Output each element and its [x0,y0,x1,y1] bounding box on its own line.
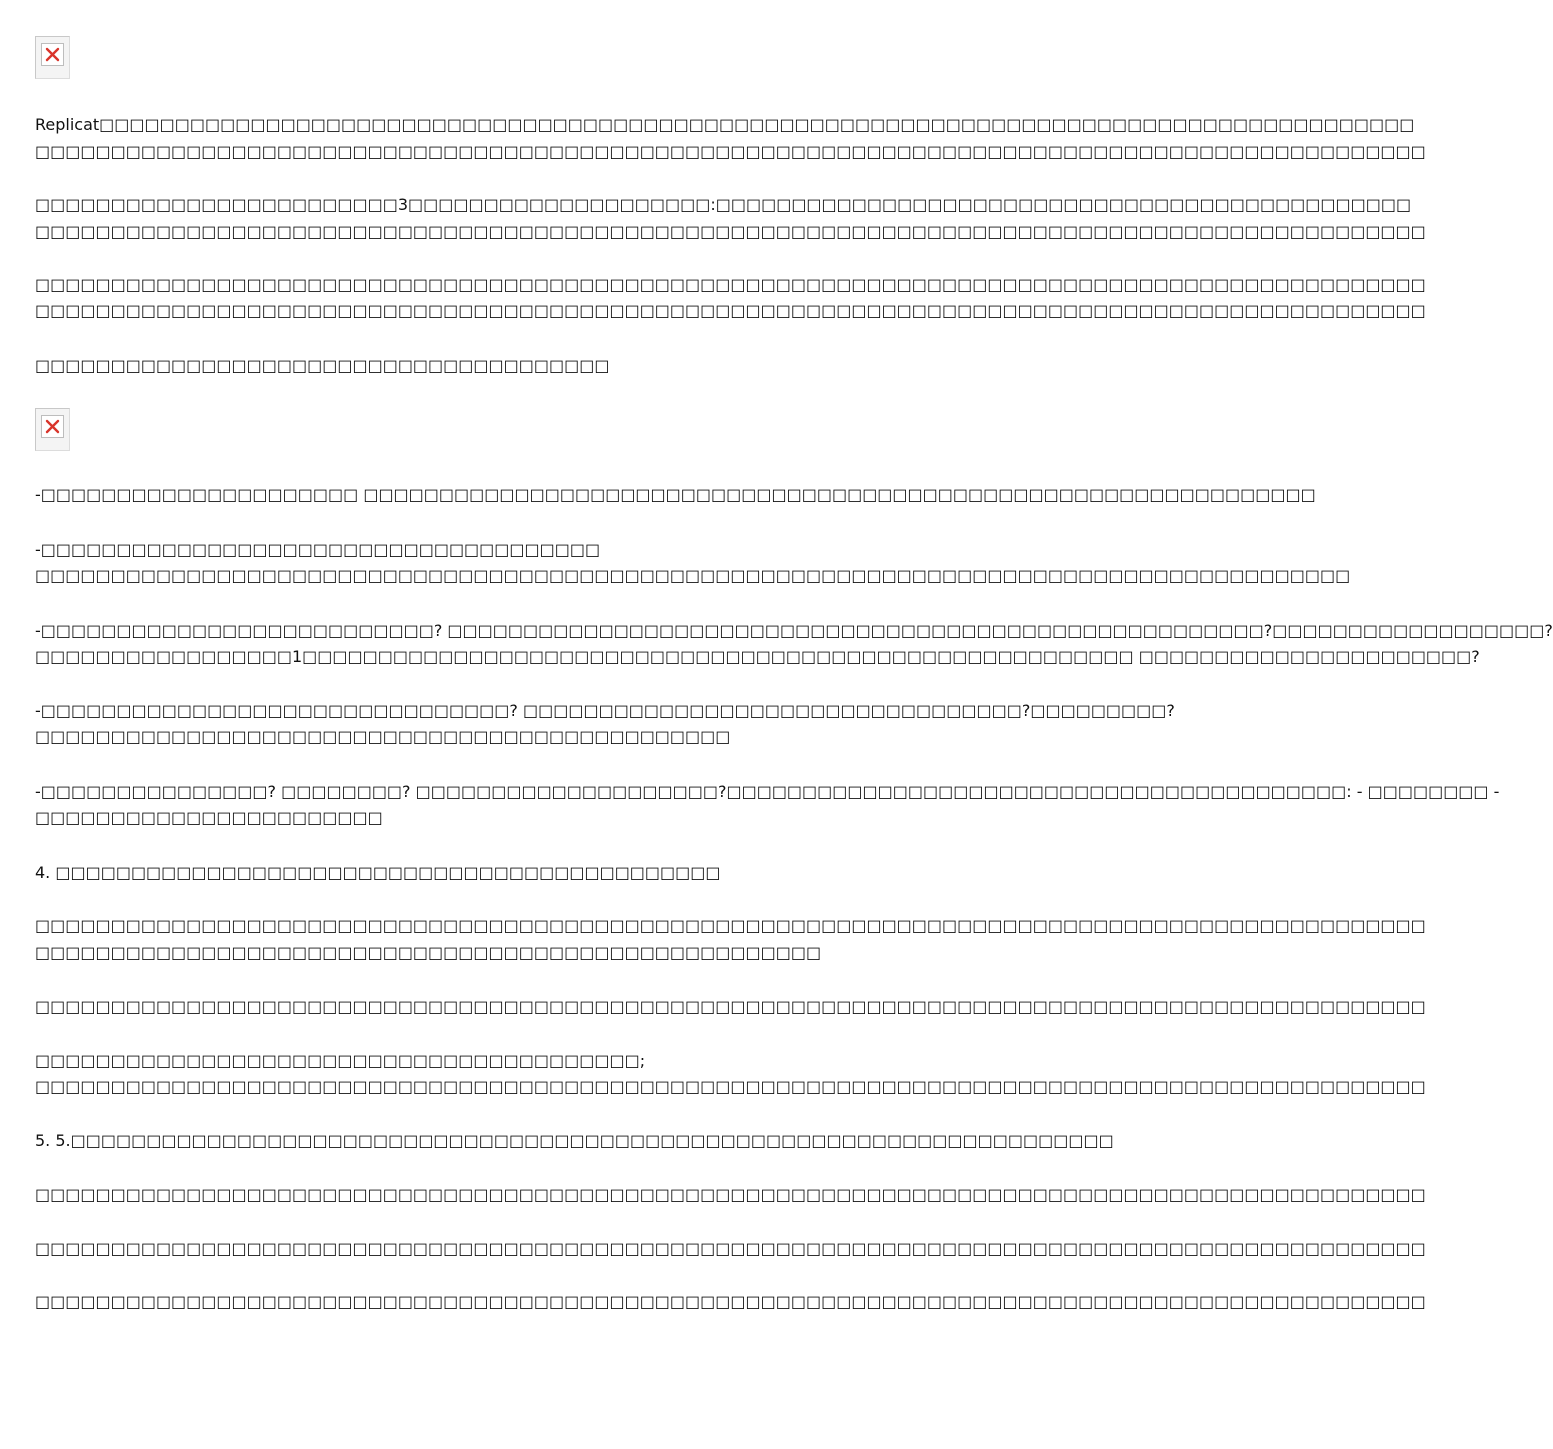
text-line: Replicat□□□□□□□□□□□□□□□□□□□□□□□□□□□□□□□□□□□□□□□□□□□□□□□□□□□□□□□□□□□□□□□□□□□□□□□□□□□□□□□□□□□□□□□ [35,115,1415,134]
text-line: □□□□□□□□□□□□□□□□□□□□□□□□□□□□□□□□□□□□□□□□□□□□□□ [35,727,731,746]
text-line: □□□□□□□□□□□□□□□□□□□□□□□□□□□□□□□□□□□□□□□□□□□□□□□□□□□□□□□□□□□□□□□□□□□□□□□□□□□□□□□□□□□□□□□□□□□□ [35,142,1426,161]
broken-image-icon [41,43,64,66]
text-line: -□□□□□□□□□□□□□□□□□□□□□□□□□□□□□□□□□□□□□ [35,540,601,559]
broken-image-icon [41,415,64,438]
document-page [35,0,1553,1449]
text-line: □□□□□□□□□□□□□□□□□□□□□□□□□□□□□□□□□□□□□□□□□□□□□□□□□□□□□□□□□□□□□□□□□□□□□□□□□□□□□□□□□□□□□□□□□□□□ [35,1077,1426,1096]
text-line: □□□□□□□□□□□□□□□□□□□□□□□□□□□□□□□□□□□□□□□□□□□□□□□□□□□□ [35,943,822,962]
broken-image-placeholder [35,36,70,79]
text-line: □□□□□□□□□□□□□□□□□□□□□□□□□□□□□□□□□□□□□□□□□□□□□□□□□□□□□□□□□□□□□□□□□□□□□□□□□□□□□□□□□□□□□□□□□□□□ [35,301,1426,320]
text-line: □□□□□□□□□□□□□□□□□□□□□□□□□□□□□□□□□□□□□□□□□□□□□□□□□□□□□□□□□□□□□□□□□□□□□□□□□□□□□□□□□□□□□□□ [35,566,1351,585]
section-heading: 5. 5.□□□□□□□□□□□□□□□□□□□□□□□□□□□□□□□□□□□□□□□□□□□□□□□□□□□□□□□□□□□□□□□□□□□□□ [35,1131,1114,1150]
text-line: □□□□□□□□□□□□□□□□□1□□□□□□□□□□□□□□□□□□□□□□□□□□□□□□□□□□□□□□□□□□□□□□□□□□□□□□□ □□□□□□□□□□□□□□□□□□□□□□? [35,647,1480,666]
text-line: □□□□□□□□□□□□□□□□□□□□□□□□□□□□□□□□□□□□□□□□□□□□□□□□□□□□□□□□□□□□□□□□□□□□□□□□□□□□□□□□□□□□□□□□□□□□ [35,1292,1426,1311]
section-heading: 4. □□□□□□□□□□□□□□□□□□□□□□□□□□□□□□□□□□□□□□□□□□□□ [35,863,721,882]
text-line: □□□□□□□□□□□□□□□□□□□□□□□□3□□□□□□□□□□□□□□□□□□□□:□□□□□□□□□□□□□□□□□□□□□□□□□□□□□□□□□□□□□□□□□□□□□□ [35,195,1412,214]
text-line: □□□□□□□□□□□□□□□□□□□□□□□□□□□□□□□□□□□□□□□□□□□□□□□□□□□□□□□□□□□□□□□□□□□□□□□□□□□□□□□□□□□□□□□□□□□□ [35,997,1426,1016]
text-line: □□□□□□□□□□□□□□□□□□□□□□□□□□□□□□□□□□□□□□□□□□□□□□□□□□□□□□□□□□□□□□□□□□□□□□□□□□□□□□□□□□□□□□□□□□□□ [35,916,1426,935]
text-line: □□□□□□□□□□□□□□□□□□□□□□□□□□□□□□□□□□□□□□□□; [35,1051,646,1070]
broken-image-placeholder [35,408,70,451]
text-line: □□□□□□□□□□□□□□□□□□□□□□□□□□□□□□□□□□□□□□□□□□□□□□□□□□□□□□□□□□□□□□□□□□□□□□□□□□□□□□□□□□□□□□□□□□□□ [35,1185,1426,1204]
text-line: □□□□□□□□□□□□□□□□□□□□□□□□□□□□□□□□□□□□□□□□□□□□□□□□□□□□□□□□□□□□□□□□□□□□□□□□□□□□□□□□□□□□□□□□□□□□ [35,1239,1426,1258]
text-line: □□□□□□□□□□□□□□□□□□□□□□□□□□□□□□□□□□□□□□ [35,356,610,375]
text-line: □□□□□□□□□□□□□□□□□□□□□□□□□□□□□□□□□□□□□□□□□□□□□□□□□□□□□□□□□□□□□□□□□□□□□□□□□□□□□□□□□□□□□□□□□□□□ [35,222,1426,241]
text-line: -□□□□□□□□□□□□□□□□□□□□□□□□□□? □□□□□□□□□□□□□□□□□□□□□□□□□□□□□□□□□□□□□□□□□□□□□□□□□□□□□□?□□□□□□□□□□□□□□□□□□? [35,621,1553,640]
text-line: -□□□□□□□□□□□□□□□□□□□□□□□□□□□□□□□? □□□□□□□□□□□□□□□□□□□□□□□□□□□□□□□□□?□□□□□□□□□? [35,701,1175,720]
text-line: -□□□□□□□□□□□□□□□? □□□□□□□□? □□□□□□□□□□□□□□□□□□□□?□□□□□□□□□□□□□□□□□□□□□□□□□□□□□□□□□□□□□□□□□: - □□□□□□□□ - [35,782,1500,801]
text-line: □□□□□□□□□□□□□□□□□□□□□□□□□□□□□□□□□□□□□□□□□□□□□□□□□□□□□□□□□□□□□□□□□□□□□□□□□□□□□□□□□□□□□□□□□□□□ [35,275,1426,294]
text-line: □□□□□□□□□□□□□□□□□□□□□□□ [35,808,383,827]
text-line: -□□□□□□□□□□□□□□□□□□□□□ □□□□□□□□□□□□□□□□□□□□□□□□□□□□□□□□□□□□□□□□□□□□□□□□□□□□□□□□□□□□□□□ [35,485,1316,504]
